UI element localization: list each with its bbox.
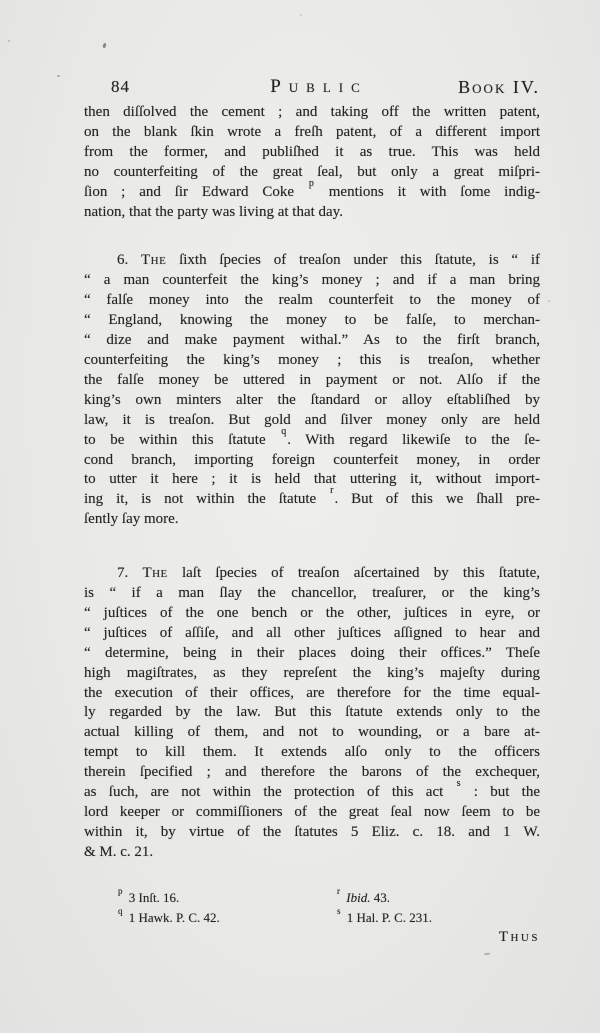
text-line: then diſſolved the cement ; and taking off the written patent, [84,104,540,120]
text-line: “ falſe money into the realm counterfeit to the money of [84,292,540,309]
footnote-line: $^q$ 1 Hawk. P. C. 42. [118,905,220,925]
text-line: tempt to kill them. It extends alſo only to the officers [84,744,540,761]
text-line: “ juſtices of the one bench or the other, juſtices in eyre, or [84,604,540,621]
text-line: ſion ; and ſir Edward Coke $^p$ mentions it with ſome indig- [84,177,540,200]
footnote-reference: q [118,905,123,916]
text-line: high magiſtrates, as they repreſent the king’s majeſty during [84,664,540,681]
running-title: Public [270,76,368,97]
text-line: law, it is treaſon. But gold and ſilver money only are held [84,411,540,428]
text-line: on the blank ſkin wrote a freſh patent, of a different import [84,123,540,140]
page-number: 84 [111,77,130,96]
paragraph [84,103,540,222]
text-line: no counterfeiting of the great ſeal, but only a great miſpri- [84,163,540,180]
text-line: lord keeper or commiſſioners of the great ſeal now ſeem to be [84,804,540,820]
text-line: ing it, is not within the ſtatute $^r$. But of this we ſhall pre- [84,485,540,508]
text-line: the falſe money be uttered in payment or not. Alſo if the [84,371,540,388]
scan-speckle [300,14,302,16]
text-line: the execution of their offices, are therefore for the time equal- [84,684,540,701]
scan-speckle [548,300,550,302]
text-line: “ a man counterfeit the king’s money ; and if a man bring [84,272,540,289]
text-line: “ dize and make payment withal.” As to the firſt branch, [84,332,540,349]
text-line: as ſuch, are not within the protection of this act $^s$ : but the [84,778,540,801]
paragraph [84,564,540,863]
text-line: is “ if a man ſlay the chancellor, treaſurer, or the king’s [84,585,540,602]
text-line: “ England, knowing the money to be falſe, to merchan- [84,312,540,329]
page-header [84,76,540,102]
text-line: 7. The laſt ſpecies of treaſon aſcertained by this ſtatute, [117,565,541,582]
text-line: “ juſtices of aſſiſe, and all other juſtices aſſigned to hear and [84,624,540,641]
footnote-reference: s [337,905,341,916]
text-line: within it, by virtue of the ſtatutes 5 Eliz. c. 18. and 1 W. [84,823,540,840]
footnote-line: $^r$ Ibid. 43. [337,885,390,905]
text-line: to utter it here ; it is held that uttering it, without import- [84,471,540,488]
text-line: therein ſpecified ; and therefore the barons of the exchequer, [84,764,540,781]
text-line: “ determine, being in their places doing their offices.” Theſe [84,644,540,661]
text-line: & M. c. 21. [84,843,154,860]
scan-speckle [57,75,60,77]
catchword: Thus [498,929,540,945]
footnote-line: $^p$ 3 Inſt. 16. [118,885,180,905]
text-line: ſently ſay more. [84,511,179,528]
footnote-line: $^s$ 1 Hal. P. C. 231. [337,905,432,925]
text-line: counterfeiting the king’s money ; this is treaſon, whether [84,351,540,368]
text-line: to be within this ſtatute $^q$. With regard likewiſe to the ſe- [84,425,540,448]
scan-speckle [484,953,490,956]
text-line: nation, that the party was living at that day. [84,203,343,220]
footnote-column-left [117,885,220,928]
text-line: ly regarded by the law. But this ſtatute extends only to the [84,704,540,721]
text-line: king’s own minters alter the ſtandard or alloy eſtabliſhed by [84,391,540,408]
text-line: 6. The ſixth ſpecies of treaſon under this ſtatute, is “ if [117,252,540,269]
footnote-reference: s [456,778,461,790]
footnotes [84,885,540,932]
footnote-reference: r [330,485,334,497]
footnote-reference: p [118,885,123,896]
scan-speckle [8,40,10,42]
paragraph [84,251,540,530]
book-label: Book IV. [458,77,540,97]
footnote-reference: p [308,177,314,189]
footnote-column-right [336,885,432,928]
footnote-reference: r [337,885,340,896]
text-line: cond branch, importing foreign counterfeit money, in order [84,451,540,468]
text-line: from the former, and publiſhed it as true. This was held [84,143,540,160]
text-body [84,103,540,863]
text-line: actual killing of them, and not to wounding, or a bare at- [84,724,540,741]
footnote-reference: q [281,425,287,437]
scan-speckle [102,43,106,49]
